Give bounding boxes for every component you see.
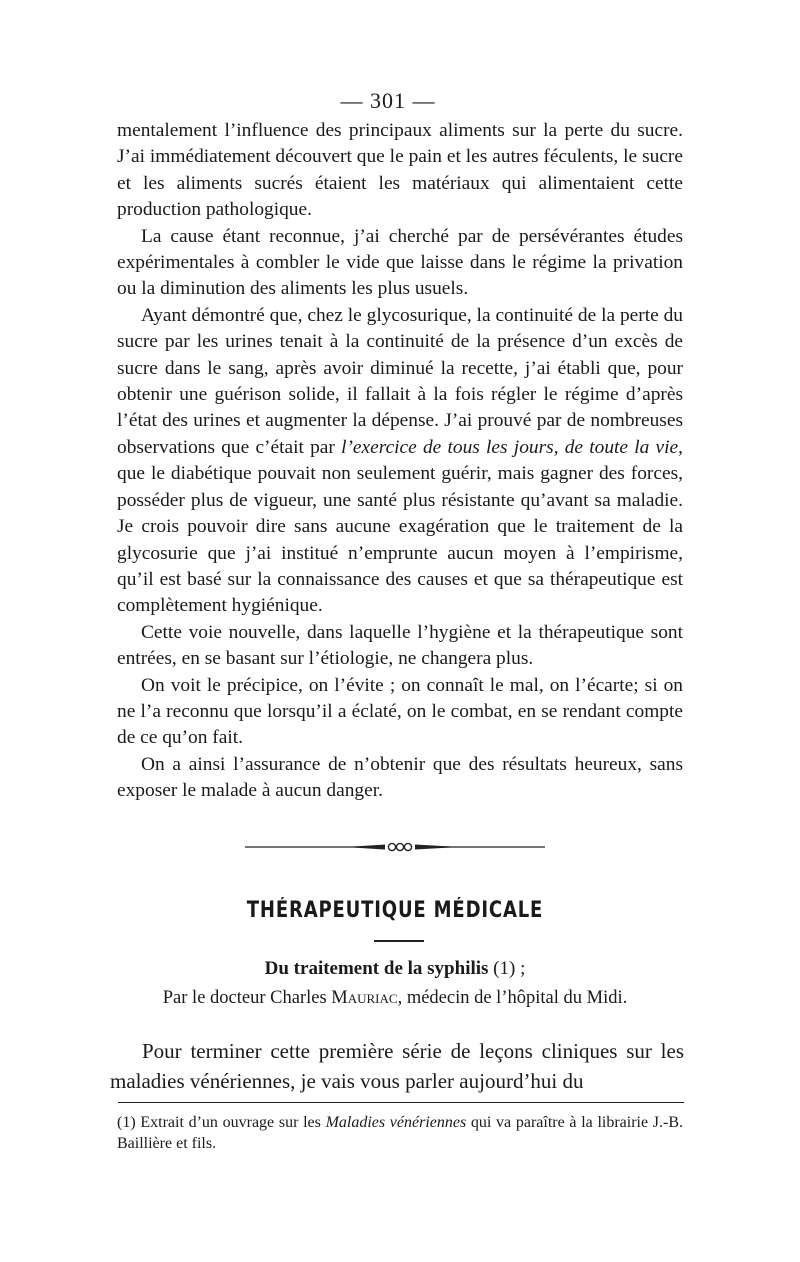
footnote-reference: (1) ; (488, 958, 526, 979)
section-title: THÉRAPEUTIQUE MÉDICALE (246, 898, 544, 923)
emphasis-text: l’exercice de tous les jours, de toute la vie (341, 436, 679, 458)
footnote-text: qui va paraître à la librairie J.-B. Baillière et fils. (117, 1114, 683, 1152)
paragraph-text: , que le diabétique pouvait non seulement guérir, mais gagner des forces, posséder plus de vigueur, une santé plus résistante qu’avant sa maladie. Je crois pouvoir dire sans aucune exagération que le traitement de la glycosurie que j’ai institué n’emprunte aucun moyen à l’empirisme, qu’il est basé sur la connaissance des causes et que sa thérapeutique est complètement hygiénique. (117, 436, 683, 617)
title-rule (374, 940, 424, 942)
paragraph: On a ainsi l’assurance de n’obtenir que des résultats heureux, sans exposer le malade à aucun danger. (117, 753, 683, 802)
paragraph-continued: mentalement l’influence des principaux aliments sur la perte du sucre. J’ai immédiatement découvert que le pain et les autres féculents, le sucre et les aliments sucrés étaient les matériaux qui alimentaient cette production pathologique. (117, 120, 683, 221)
footnote-rule (118, 1102, 684, 1103)
footnote-text: (1) Extrait d’un ouvrage sur les (117, 1114, 326, 1131)
author-name: Mauriac (331, 988, 398, 1008)
page-number: — 301 — (340, 88, 436, 113)
footnote-italic: Maladies vénériennes (325, 1114, 467, 1131)
byline-suffix: , médecin de l’hôpital du Midi. (397, 988, 628, 1008)
article-title (0, 958, 790, 980)
paragraph: La cause étant reconnue, j’ai cherché par de persévérantes études expérimentales à combler le vide que laisse dans le régime la privation ou la diminution des aliments les plus usuels. (117, 225, 683, 300)
paragraph-with-emphasis (117, 303, 683, 620)
paragraph: Pour terminer cette première série de leçons cliniques sur les maladies vénériennes, je vais vous parler aujourd’hui du (110, 1039, 684, 1093)
byline (0, 988, 790, 1009)
paragraph: On voit le précipice, on l’évite ; on connaît le mal, on l’écarte; si on ne l’a reconnu que lorsqu’il a éclaté, on le combat, en se rendant compte de ce qu’on fait. (117, 674, 683, 749)
article-title-text: Du traitement de la syphilis (264, 958, 489, 979)
body-text (117, 118, 683, 805)
footnote (117, 1112, 683, 1154)
byline-prefix: Par le docteur Charles (162, 988, 332, 1008)
paragraph: Cette voie nouvelle, dans laquelle l’hygiène et la thérapeutique sont entrées, en se basant sur l’étiologie, ne changera plus. (117, 621, 683, 670)
article-intro (110, 1036, 684, 1096)
ornament-divider (245, 840, 545, 854)
paragraph-text: Ayant démontré que, chez le glycosurique, la continuité de la perte du sucre par les urines tenait à la continuité de la présence d’un excès de sucre dans le sang, après avoir diminué la recette, j’ai établi que, pour obtenir une guérison solide, il fallait à la fois régler le régime d’après l’état des urines et augmenter la dépense. J’ai prouvé par de nombreuses observations que c’était par (117, 304, 683, 458)
